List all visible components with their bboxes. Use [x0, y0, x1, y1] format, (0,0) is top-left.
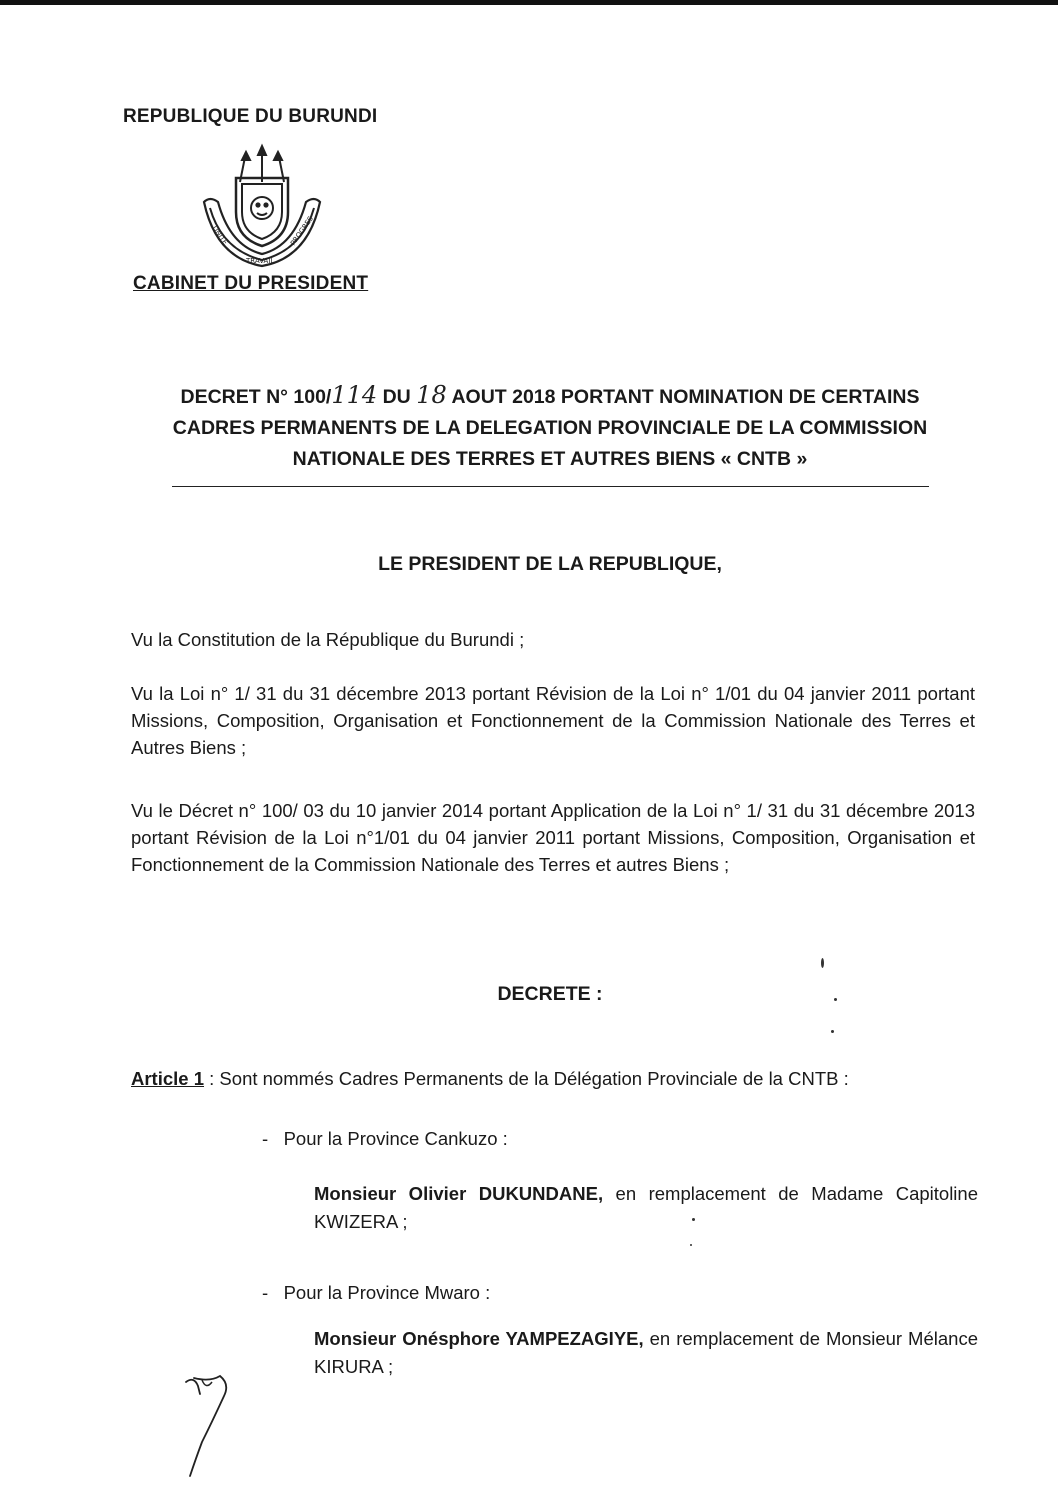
nominee-replacement: en remplacement de Monsieur Mélance KIRURA ;	[314, 1328, 978, 1377]
list-dash: -	[262, 1128, 269, 1149]
scan-top-edge	[0, 0, 1058, 5]
scan-speck	[834, 998, 837, 1001]
nominee-cankuzo	[314, 1180, 978, 1236]
nominee-name: Monsieur Onésphore YAMPEZAGIYE,	[314, 1328, 644, 1349]
nominee-mwaro	[314, 1325, 978, 1381]
consideration-constitution: Vu la Constitution de la République du Burundi ;	[131, 629, 525, 650]
title-divider	[172, 486, 929, 487]
nominee-name: Monsieur Olivier DUKUNDANE,	[314, 1183, 604, 1204]
scan-speck	[692, 1218, 695, 1221]
title-suffix: AOUT 2018 PORTANT NOMINATION DE CERTAINS	[451, 386, 920, 408]
president-heading: LE PRESIDENT DE LA REPUBLIQUE,	[378, 553, 722, 575]
article-1-label: Article 1	[131, 1068, 205, 1089]
svg-text:TRAVAIL: TRAVAIL	[246, 257, 275, 265]
svg-text:UNITE: UNITE	[210, 224, 230, 247]
title-line-3: NATIONALE DES TERRES ET AUTRES BIENS « CNTB »	[292, 448, 808, 470]
decree-title	[120, 380, 980, 475]
scan-speck	[831, 1030, 834, 1033]
province-item-cankuzo	[262, 1128, 508, 1150]
scan-speck	[690, 1244, 692, 1246]
handwritten-decree-number: 114	[331, 381, 378, 409]
article-1-text: : Sont nommés Cadres Permanents de la Délégation Provinciale de la CNTB :	[204, 1068, 849, 1089]
province-item-mwaro	[262, 1282, 490, 1304]
province-label: Pour la Province Cankuzo :	[283, 1128, 508, 1149]
title-line-2: CADRES PERMANENTS DE LA DELEGATION PROVINCIALE DE LA COMMISSION	[172, 417, 928, 439]
article-1	[131, 1068, 849, 1090]
list-dash: -	[262, 1282, 269, 1303]
title-prefix: DECRET N° 100/	[180, 386, 332, 408]
cabinet-header: CABINET DU PRESIDENT	[133, 273, 369, 294]
handwritten-day: 18	[416, 381, 447, 409]
scan-speck	[821, 958, 824, 968]
title-line-1	[120, 380, 980, 413]
consideration-decret: Vu le Décret n° 100/ 03 du 10 janvier 2014 portant Application de la Loi n° 1/ 31 du 31 décembre 2013 portant Révision de la Loi n°1/01 du 04 janvier 2011 portant Missions, Composition, Organisation et Fonctionnement de la Commission Nationale des Terres et autres Biens ;	[131, 800, 975, 875]
consideration-loi: Vu la Loi n° 1/ 31 du 31 décembre 2013 portant Révision de la Loi n° 1/01 du 04 janvier 2011 portant Missions, Composition, Organisation et Fonctionnement de la Commission Nationale des Terres et Autres Biens ;	[131, 683, 975, 758]
burundi-coat-of-arms-icon	[196, 142, 328, 272]
republic-header: REPUBLIQUE DU BURUNDI	[123, 106, 378, 127]
svg-text:PROGRES: PROGRES	[289, 214, 315, 248]
decrete-heading: DECRETE :	[497, 983, 603, 1005]
handwritten-initials-icon	[180, 1372, 250, 1482]
province-label: Pour la Province Mwaro :	[283, 1282, 491, 1303]
title-du: DU	[382, 386, 411, 408]
nominee-replacement: en remplacement de Madame Capitoline KWIZERA ;	[314, 1183, 978, 1232]
